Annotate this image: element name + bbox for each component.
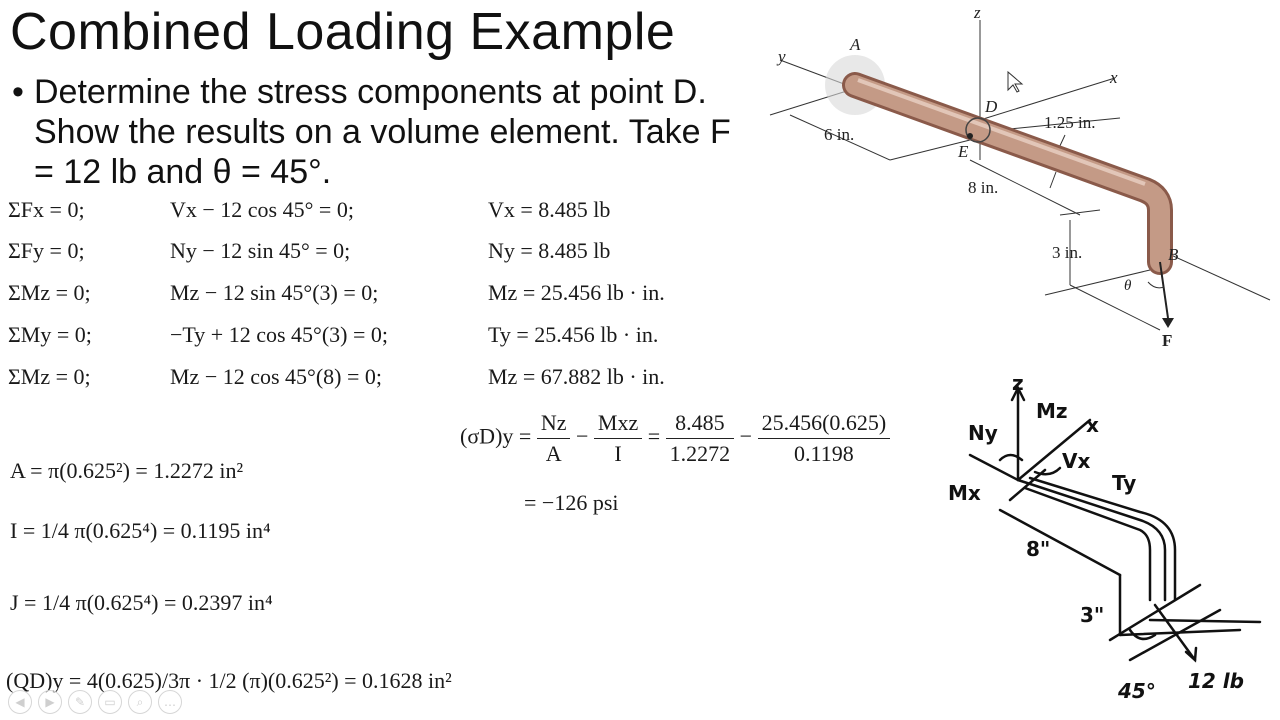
problem-text: Determine the stress components at point D. Show the results on a volume element. Take F = 12 lb and θ = 45°.: [34, 73, 731, 191]
denominator: 1.2272: [669, 441, 731, 466]
point-e-label: E: [958, 142, 969, 161]
zoom-icon[interactable]: ⌕: [128, 690, 152, 714]
eraser-icon[interactable]: ▭: [98, 690, 122, 714]
point-e-marker: [967, 133, 973, 139]
denominator: I: [614, 441, 622, 466]
numerator: Nz: [537, 408, 571, 439]
point-d-label: D: [985, 97, 998, 116]
force-label: F: [1162, 331, 1173, 350]
z-axis-label: z: [974, 3, 981, 22]
first-moment-equation: (QD)y = 4(0.625)/3π · 1/2 (π)(0.625²) = 0.1628 in²: [6, 668, 452, 693]
inertia-equation: I = 1/4 π(0.625⁴) = 0.1195 in⁴: [10, 518, 271, 543]
eq-result: Mz = 67.882 lb · in.: [488, 364, 665, 389]
cursor-icon: [1008, 72, 1022, 92]
hand-sketch-free-body: [940, 360, 1270, 710]
minus-sign: −: [739, 423, 753, 449]
stress-lhs: (σD)y =: [460, 423, 532, 449]
sketch-angle-label: 45°: [1118, 679, 1156, 703]
next-icon[interactable]: ▶: [38, 690, 62, 714]
stress-result: = −126 psi: [524, 490, 619, 515]
point-b-label: B: [1168, 245, 1179, 264]
x-axis-label: x: [1110, 68, 1118, 87]
eq-label: ΣFx = 0;: [8, 197, 85, 222]
eq-expr: −Ty + 12 cos 45°(3) = 0;: [170, 322, 389, 347]
fraction-bending-value: [758, 408, 891, 469]
eq-label: ΣMy = 0;: [8, 322, 92, 347]
pen-icon[interactable]: ✎: [68, 690, 92, 714]
minus-sign: −: [575, 423, 589, 449]
fraction-axial: [537, 408, 571, 469]
eq-expr: Mz − 12 sin 45°(3) = 0;: [170, 280, 379, 305]
bullet-marker: •: [12, 73, 24, 111]
equals-sign: =: [647, 423, 661, 449]
eq-result: Ny = 8.485 lb: [488, 238, 611, 263]
area-equation: A = π(0.625²) = 1.2272 in²: [10, 458, 244, 483]
slide-title: Combined Loading Example: [10, 3, 676, 61]
fraction-axial-value: [666, 408, 735, 469]
angle-label: θ: [1124, 278, 1132, 294]
sketch-ty-label: Ty: [1112, 471, 1137, 495]
pipe-assembly-diagram: [760, 0, 1280, 360]
eq-expr: Vx − 12 cos 45° = 0;: [170, 197, 354, 222]
sketch-ny-label: Ny: [968, 421, 998, 445]
eq-result: Mz = 25.456 lb · in.: [488, 280, 665, 305]
sketch-mx-label: Mx: [948, 481, 981, 505]
slideshow-toolbar: [8, 690, 182, 714]
eq-label: ΣFy = 0;: [8, 238, 85, 263]
dimension-1-25in: 1.25 in.: [1044, 113, 1096, 132]
polar-inertia-equation: J = 1/4 π(0.625⁴) = 0.2397 in⁴: [10, 590, 273, 615]
point-a-label: A: [850, 35, 861, 54]
rod-highlight: [858, 80, 1145, 184]
eq-result: Vx = 8.485 lb: [488, 197, 611, 222]
denominator: A: [545, 441, 562, 466]
sketch-3in-label: 3": [1080, 603, 1105, 627]
dimension-3in: 3 in.: [1052, 243, 1083, 262]
fraction-bending: [594, 408, 642, 469]
numerator: Mxz: [594, 408, 642, 439]
numerator: 25.456(0.625): [758, 408, 891, 439]
sketch-x-label: x: [1086, 413, 1099, 437]
sketch-z-label: z: [1012, 371, 1024, 395]
denominator: 0.1198: [794, 441, 854, 466]
eq-label: ΣMz = 0;: [8, 364, 91, 389]
eq-result: Ty = 25.456 lb · in.: [488, 322, 659, 347]
more-icon[interactable]: …: [158, 690, 182, 714]
sketch-force-label: 12 lb: [1188, 669, 1244, 693]
eq-label: ΣMz = 0;: [8, 280, 91, 305]
dimension-6in: 6 in.: [824, 125, 855, 144]
y-axis-label: y: [778, 47, 786, 66]
numerator: 8.485: [666, 408, 735, 439]
sketch-8in-label: 8": [1026, 537, 1051, 561]
sketch-mz-label: Mz: [1036, 399, 1068, 423]
force-arrow-head: [1162, 318, 1174, 328]
eq-expr: Ny − 12 sin 45° = 0;: [170, 238, 351, 263]
stress-equation: [460, 408, 890, 469]
dimension-8in: 8 in.: [968, 178, 999, 197]
prev-icon[interactable]: ◀: [8, 690, 32, 714]
sketch-vx-label: Vx: [1062, 449, 1091, 473]
eq-expr: Mz − 12 cos 45°(8) = 0;: [170, 364, 383, 389]
